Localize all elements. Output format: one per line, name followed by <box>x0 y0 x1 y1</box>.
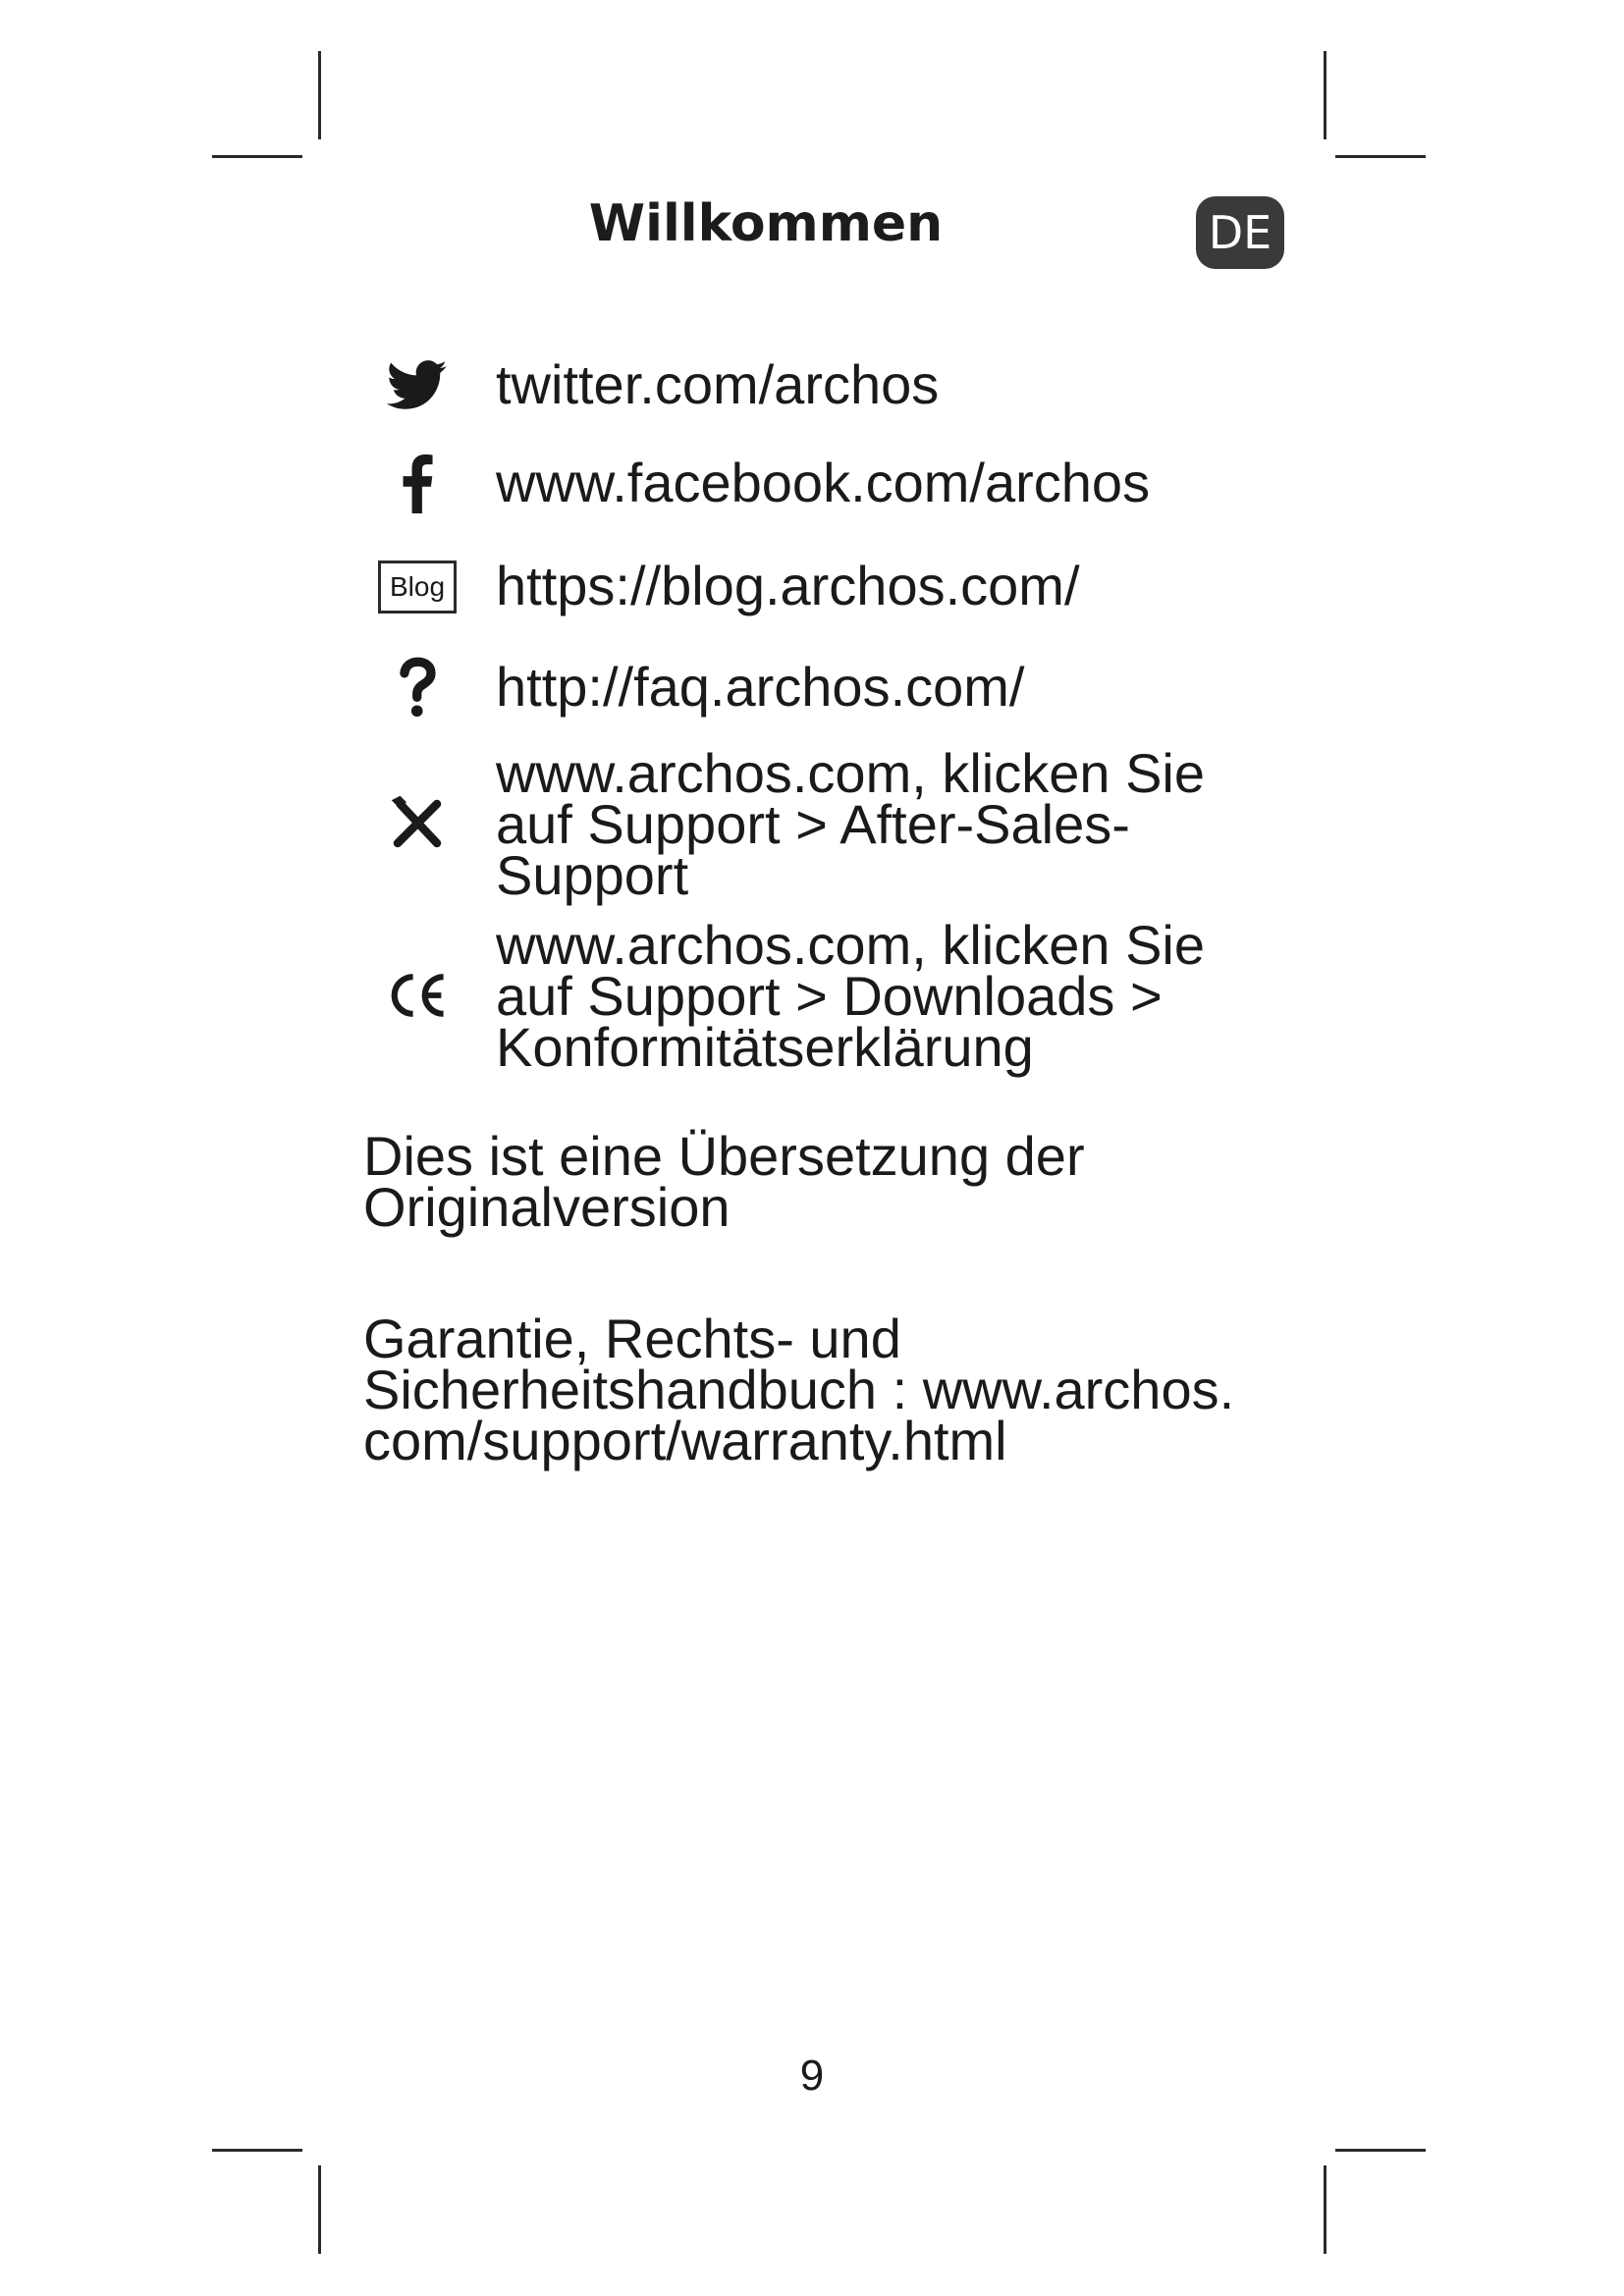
crop-mark-top-right-horizontal <box>1335 155 1426 158</box>
link-text[interactable]: www.facebook.com/archos <box>496 452 1151 513</box>
crop-mark-top-left-horizontal <box>212 155 302 158</box>
translation-note-line: Originalversion <box>363 1176 731 1238</box>
ce-mark-icon <box>363 961 471 1030</box>
link-text[interactable] <box>496 742 1281 906</box>
link-text[interactable] <box>496 914 1281 1078</box>
warranty-note-line[interactable]: com/support/warranty.html <box>363 1410 1007 1471</box>
crop-mark-bottom-right-horizontal <box>1335 2149 1426 2152</box>
warranty-note-line: Garantie, Rechts- und <box>363 1308 901 1369</box>
tools-icon <box>363 789 471 858</box>
translation-note-line: Dies ist eine Übersetzung der <box>363 1125 1085 1187</box>
question-mark-icon <box>363 654 471 722</box>
link-text[interactable]: https://blog.archos.com/ <box>496 555 1080 616</box>
warranty-note <box>363 1308 1286 1471</box>
link-text[interactable]: twitter.com/archos <box>496 353 940 415</box>
crop-mark-bottom-right-vertical <box>1324 2165 1326 2254</box>
link-text-line: Support <box>496 844 689 906</box>
link-text-line: Konformitätserklärung <box>496 1016 1034 1078</box>
translation-note <box>363 1125 1286 1238</box>
crop-mark-top-right-vertical <box>1324 51 1326 139</box>
facebook-icon <box>363 450 471 518</box>
page-number: 9 <box>799 2052 825 2100</box>
warranty-note-line[interactable]: Sicherheitshandbuch : www.archos. <box>363 1359 1235 1420</box>
blog-icon-label: Blog <box>378 561 457 614</box>
twitter-icon <box>363 351 471 420</box>
crop-mark-bottom-left-vertical <box>318 2165 321 2254</box>
link-text-line: auf Support > Downloads > <box>496 965 1163 1027</box>
link-text-line: www.archos.com, klicken Sie <box>496 742 1206 804</box>
blog-icon <box>363 553 471 621</box>
crop-mark-bottom-left-horizontal <box>212 2149 302 2152</box>
language-badge: DE <box>1196 196 1284 269</box>
crop-mark-top-left-vertical <box>318 51 321 139</box>
link-text[interactable]: http://faq.archos.com/ <box>496 656 1025 718</box>
link-text-line: auf Support > After-Sales- <box>496 793 1130 855</box>
page-title: Willkommen <box>588 194 944 253</box>
link-text-line: www.archos.com, klicken Sie <box>496 914 1206 976</box>
